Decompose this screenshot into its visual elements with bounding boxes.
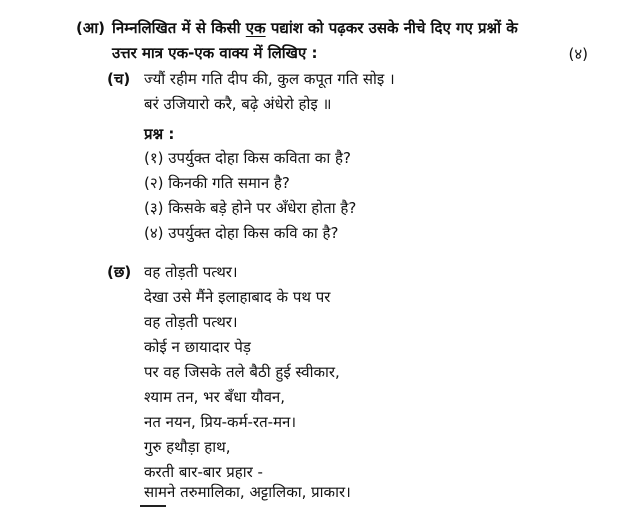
question-item: (२) किनकी गति समान है?	[144, 174, 290, 192]
passage-ch-line: ज्यौं रहीम गति दीप की, कुल कपूत गति सोइ ।	[144, 70, 395, 88]
poem-line: कोई न छायादार पेड़	[144, 338, 251, 356]
instruction-pre: निम्नलिखित में से किसी	[112, 19, 241, 37]
question-item: (३) किसके बड़े होने पर अँधेरा होता है?	[144, 199, 357, 217]
poem-line: श्याम तन, भर बँधा यौवन,	[144, 388, 286, 406]
question-item: (१) उपर्युक्त दोहा किस कविता का है?	[144, 149, 351, 167]
poem-line: वह तोड़ती पत्थर।	[144, 313, 238, 331]
poem-line: देखा उसे मैंने इलाहाबाद के पथ पर	[144, 288, 331, 306]
passage-chh-label: (छ)	[107, 263, 132, 281]
poem-line: नत नयन, प्रिय-कर्म-रत-मन।	[144, 413, 297, 431]
instruction-post: पद्यांश को पढ़कर उसके नीचे दिए गए प्रश्नों के	[270, 19, 518, 37]
poem-line: गुरु हथौड़ा हाथ,	[144, 438, 231, 456]
passage-ch-line: बरं उजियारो करै, बढ़े अंधेरो होइ ॥	[144, 95, 332, 113]
instruction-line-1	[112, 18, 518, 38]
passage-ch-label: (च)	[107, 70, 131, 88]
page-divider	[140, 505, 166, 507]
questions-heading: प्रश्न :	[144, 125, 175, 143]
poem-line: करती बार-बार प्रहार -	[144, 463, 263, 481]
instruction-underlined-word: एक	[245, 19, 266, 37]
poem-line: वह तोड़ती पत्थर।	[144, 263, 238, 281]
instruction-line-2: उत्तर मात्र एक-एक वाक्य में लिखिए :	[112, 44, 318, 62]
poem-line: पर वह जिसके तले बैठी हुई स्वीकार,	[144, 363, 340, 381]
section-label: (आ)	[76, 19, 106, 37]
poem-line: सामने तरुमालिका, अट्टालिका, प्राकार।	[144, 483, 351, 501]
question-item: (४) उपर्युक्त दोहा किस कवि का है?	[144, 224, 339, 242]
marks-label: (४)	[568, 45, 588, 63]
